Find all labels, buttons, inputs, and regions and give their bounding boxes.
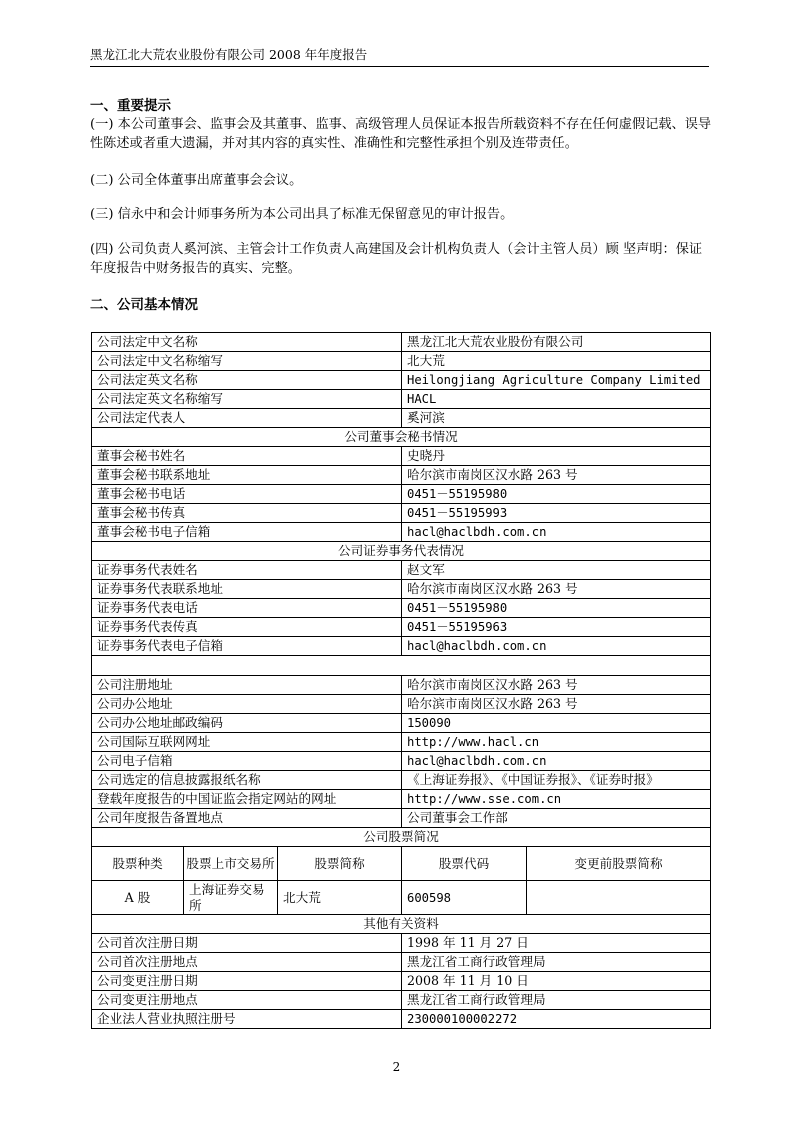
table-row: [92, 561, 711, 580]
stock-header-row: [92, 847, 711, 881]
row-label: 证券事务代表电话: [92, 599, 402, 618]
table-row: [92, 1010, 711, 1029]
table-row: [92, 676, 711, 695]
stock-col-type: 股票种类: [92, 847, 184, 881]
stock-exchange: 上海证券交易所: [184, 881, 278, 915]
blank-cell: [92, 656, 711, 676]
row-label: 公司首次注册日期: [92, 934, 402, 953]
row-label: 公司法定代表人: [92, 409, 402, 428]
row-label: 公司法定中文名称: [92, 333, 402, 352]
row-value: 奚河滨: [402, 409, 711, 428]
row-label: 公司办公地址邮政编码: [92, 714, 402, 733]
note-4: (四) 公司负责人奚河滨、主管会计工作负责人高建国及会计机构负责人（会计主管人员）顾 坚声明：保证年度报告中财务报告的真实、完整。: [90, 242, 703, 276]
row-label: 董事会秘书电子信箱: [92, 523, 402, 542]
row-label: 公司选定的信息披露报纸名称: [92, 771, 402, 790]
row-value: 赵文军: [402, 561, 711, 580]
row-value: 0451－55195980: [402, 485, 711, 504]
row-value: 哈尔滨市南岗区汉水路 263 号: [402, 676, 711, 695]
row-value: 《上海证券报》、《中国证券报》、《证券时报》: [402, 771, 711, 790]
table-row: [92, 972, 711, 991]
row-value: 黑龙江省工商行政管理局: [402, 953, 711, 972]
row-value: http://www.sse.com.cn: [402, 790, 711, 809]
row-label: 公司法定英文名称: [92, 371, 402, 390]
row-value: 1998 年 11 月 27 日: [402, 934, 711, 953]
table-row: [92, 333, 711, 352]
table-row: [92, 390, 711, 409]
table-row: [92, 371, 711, 390]
table-row: [92, 991, 711, 1010]
row-value: 230000100002272: [402, 1010, 711, 1029]
section-company-info-title: 二、公司基本情况: [90, 297, 198, 313]
stock-col-prev-abbr: 变更前股票简称: [527, 847, 711, 881]
row-value: 哈尔滨市南岗区汉水路 263 号: [402, 580, 711, 599]
note-3: (三) 信永中和会计师事务所为本公司出具了标准无保留意见的审计报告。: [90, 207, 514, 222]
row-value: HACL: [402, 390, 711, 409]
row-label: 公司电子信箱: [92, 752, 402, 771]
stock-type: A 股: [92, 881, 184, 915]
row-label: 登载年度报告的中国证监会指定网站的网址: [92, 790, 402, 809]
row-label: 公司首次注册地点: [92, 953, 402, 972]
header-divider: [90, 66, 709, 67]
row-label: 董事会秘书传真: [92, 504, 402, 523]
note-1: (一) 本公司董事会、监事会及其董事、监事、高级管理人员保证本报告所载资料不存在任何虚假记载、误导性陈述或者重大遗漏，并对其内容的真实性、准确性和完整性承担个别及连带责任。: [90, 117, 712, 151]
row-label: 证券事务代表姓名: [92, 561, 402, 580]
page-number: 2: [392, 1060, 401, 1074]
row-value: 公司董事会工作部: [402, 809, 711, 828]
report-header: 黑龙江北大荒农业股份有限公司 2008 年年度报告: [90, 47, 368, 62]
table-row: [92, 485, 711, 504]
row-label: 公司变更注册地点: [92, 991, 402, 1010]
row-label: 董事会秘书联系地址: [92, 466, 402, 485]
row-label: 公司注册地址: [92, 676, 402, 695]
table-blank-row: [92, 656, 711, 676]
row-value: 哈尔滨市南岗区汉水路 263 号: [402, 695, 711, 714]
row-value: 哈尔滨市南岗区汉水路 263 号: [402, 466, 711, 485]
table-row: [92, 618, 711, 637]
row-label: 公司法定中文名称缩写: [92, 352, 402, 371]
row-label: 公司年度报告备置地点: [92, 809, 402, 828]
table-row: [92, 733, 711, 752]
stock-col-abbr: 股票简称: [278, 847, 402, 881]
row-value: 0451－55195980: [402, 599, 711, 618]
stock-abbr: 北大荒: [278, 881, 402, 915]
row-value: Heilongjiang Agriculture Company Limited: [402, 371, 711, 390]
stock-prev-abbr: [527, 881, 711, 915]
row-label: 公司办公地址: [92, 695, 402, 714]
row-value: 黑龙江省工商行政管理局: [402, 991, 711, 1010]
stock-heading: 公司股票简况: [92, 828, 711, 847]
stock-col-exchange: 股票上市交易所: [184, 847, 278, 881]
row-value: http://www.hacl.cn: [402, 733, 711, 752]
row-value: 2008 年 11 月 10 日: [402, 972, 711, 991]
table-row: [92, 447, 711, 466]
row-value: hacl@haclbdh.com.cn: [402, 523, 711, 542]
table-section-header: [92, 915, 711, 934]
row-label: 董事会秘书姓名: [92, 447, 402, 466]
table-row: [92, 409, 711, 428]
row-label: 公司变更注册日期: [92, 972, 402, 991]
row-label: 公司国际互联网网址: [92, 733, 402, 752]
table-row: [92, 953, 711, 972]
row-value: 150090: [402, 714, 711, 733]
stock-code: 600598: [402, 881, 527, 915]
row-value: hacl@haclbdh.com.cn: [402, 637, 711, 656]
table-row: [92, 790, 711, 809]
row-value: 0451－55195963: [402, 618, 711, 637]
table-row: [92, 523, 711, 542]
row-value: 史晓丹: [402, 447, 711, 466]
table-row: [92, 466, 711, 485]
table-section-header: [92, 428, 711, 447]
row-label: 证券事务代表联系地址: [92, 580, 402, 599]
table-row: [92, 637, 711, 656]
row-value: hacl@haclbdh.com.cn: [402, 752, 711, 771]
company-info-table: [91, 332, 711, 1029]
section-important-notes-title: 一、重要提示: [90, 98, 171, 114]
row-value: 黑龙江北大荒农业股份有限公司: [402, 333, 711, 352]
stock-data-row: [92, 881, 711, 915]
table-row: [92, 504, 711, 523]
other-heading: 其他有关资料: [92, 915, 711, 934]
securities-rep-heading: 公司证券事务代表情况: [92, 542, 711, 561]
row-label: 证券事务代表传真: [92, 618, 402, 637]
table-row: [92, 580, 711, 599]
row-label: 企业法人营业执照注册号: [92, 1010, 402, 1029]
row-label: 董事会秘书电话: [92, 485, 402, 504]
table-row: [92, 714, 711, 733]
table-row: [92, 752, 711, 771]
row-label: 公司法定英文名称缩写: [92, 390, 402, 409]
table-row: [92, 352, 711, 371]
table-section-header: [92, 828, 711, 847]
table-row: [92, 934, 711, 953]
note-2: (二) 公司全体董事出席董事会会议。: [90, 173, 303, 188]
secretary-heading: 公司董事会秘书情况: [92, 428, 711, 447]
row-label: 证券事务代表电子信箱: [92, 637, 402, 656]
table-row: [92, 771, 711, 790]
table-row: [92, 695, 711, 714]
stock-col-code: 股票代码: [402, 847, 527, 881]
table-section-header: [92, 542, 711, 561]
table-row: [92, 809, 711, 828]
table-row: [92, 599, 711, 618]
row-value: 北大荒: [402, 352, 711, 371]
row-value: 0451－55195993: [402, 504, 711, 523]
